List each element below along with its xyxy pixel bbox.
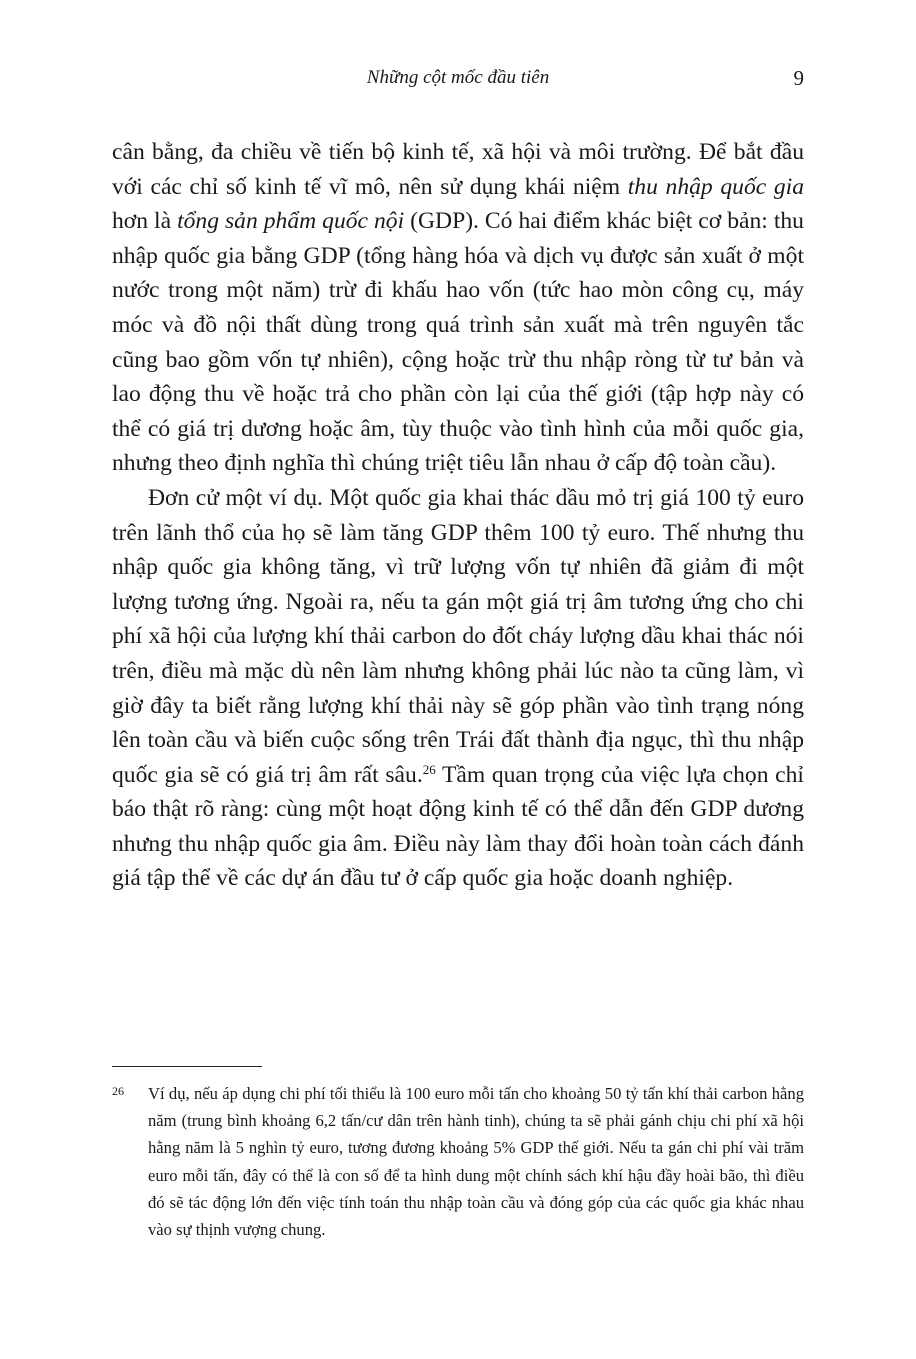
footnote-divider bbox=[112, 1066, 262, 1067]
paragraph-1-text-c: (GDP). Có hai điểm khác biệt cơ bản: thu nhập quốc gia bằng GDP (tổng hàng hóa và dịch vụ được sản xuất ở một nước trong một năm) trừ đi khấu hao vốn (tức hao mòn công cụ, máy móc và đồ nội thất dùng trong quá trình sản xuất mà trên nguyên tắc cũng bao gồm vốn tự nhiên), cộng hoặc trừ thu nhập ròng từ tư bản và lao động thu về hoặc trả cho phần còn lại của thế giới (tập hợp này có thể có giá trị dương hoặc âm, tùy thuộc vào tình hình của mỗi quốc gia, nhưng theo định nghĩa thì chúng triệt tiêu lẫn nhau ở cấp độ toàn cầu). bbox=[112, 208, 804, 477]
paragraph-1 bbox=[112, 135, 804, 481]
page-number: 9 bbox=[793, 66, 804, 90]
term-national-income: thu nhập quốc gia bbox=[627, 173, 804, 200]
paragraph-2 bbox=[112, 481, 804, 896]
paragraph-2-text-a: Đơn cử một ví dụ. Một quốc gia khai thác dầu mỏ trị giá 100 tỷ euro trên lãnh thổ của họ sẽ làm tăng GDP thêm 100 tỷ euro. Thế nhưng thu nhập quốc gia không tăng, vì trữ lượng vốn tự nhiên đã giảm đi một lượng tương ứng. Ngoài ra, nếu ta gán một giá trị âm tương ứng cho chi phí xã hội của lượng khí thải carbon do đốt cháy lượng dầu khai thác nói trên, điều mà mặc dù nên làm nhưng không phải lúc nào ta cũng làm, vì giờ đây ta biết rằng lượng khí thải này sẽ góp phần vào tình trạng nóng lên toàn cầu và biến cuộc sống trên Trái đất thành địa ngục, thì thu nhập quốc gia sẽ có giá trị âm rất sâu. bbox=[112, 484, 804, 788]
term-gdp: tổng sản phẩm quốc nội bbox=[177, 208, 405, 235]
footnote-text: Ví dụ, nếu áp dụng chi phí tối thiểu là 100 euro mỗi tấn cho khoảng 50 tỷ tấn khí thải carbon hằng năm (trung bình khoảng 6,2 tấn/cư dân trên hành tinh), chúng ta sẽ phải gánh chịu chi phí xã hội hằng năm là 5 nghìn tỷ euro, tương đương khoảng 5% GDP thế giới. Nếu ta gán chi phí vài trăm euro mỗi tấn, đây có thể là con số để ta hình dung một chính sách khí hậu đầy hoài bão, thì điều đó sẽ tác động lớn đến việc tính toán thu nhập toàn cầu và đóng góp của các quốc gia khác nhau vào sự thịnh vượng chung. bbox=[148, 1084, 804, 1240]
footnote bbox=[112, 1080, 804, 1243]
footnote-number: 26 bbox=[112, 1084, 124, 1098]
paragraph-2-text-b: Tầm quan trọng của việc lựa chọn chỉ báo thật rõ ràng: cùng một hoạt động kinh tế có thể dẫn đến GDP dương nhưng thu nhập quốc gia âm. Điều này làm thay đổi hoàn toàn cách đánh giá tập thể về các dự án đầu tư ở cấp quốc gia hoặc doanh nghiệp. bbox=[112, 761, 804, 892]
paragraph-1-text-a: cân bằng, đa chiều về tiến bộ kinh tế, xã hội và môi trường. Để bắt đầu với các chỉ số kinh tế vĩ mô, nên sử dụng khái niệm bbox=[112, 139, 804, 200]
paragraph-1-text-b: hơn là bbox=[112, 208, 178, 235]
running-head bbox=[112, 64, 804, 92]
running-title: Những cột mốc đầu tiên bbox=[366, 67, 550, 88]
footnote-reference[interactable]: 26 bbox=[422, 761, 436, 777]
body-text bbox=[112, 135, 804, 896]
